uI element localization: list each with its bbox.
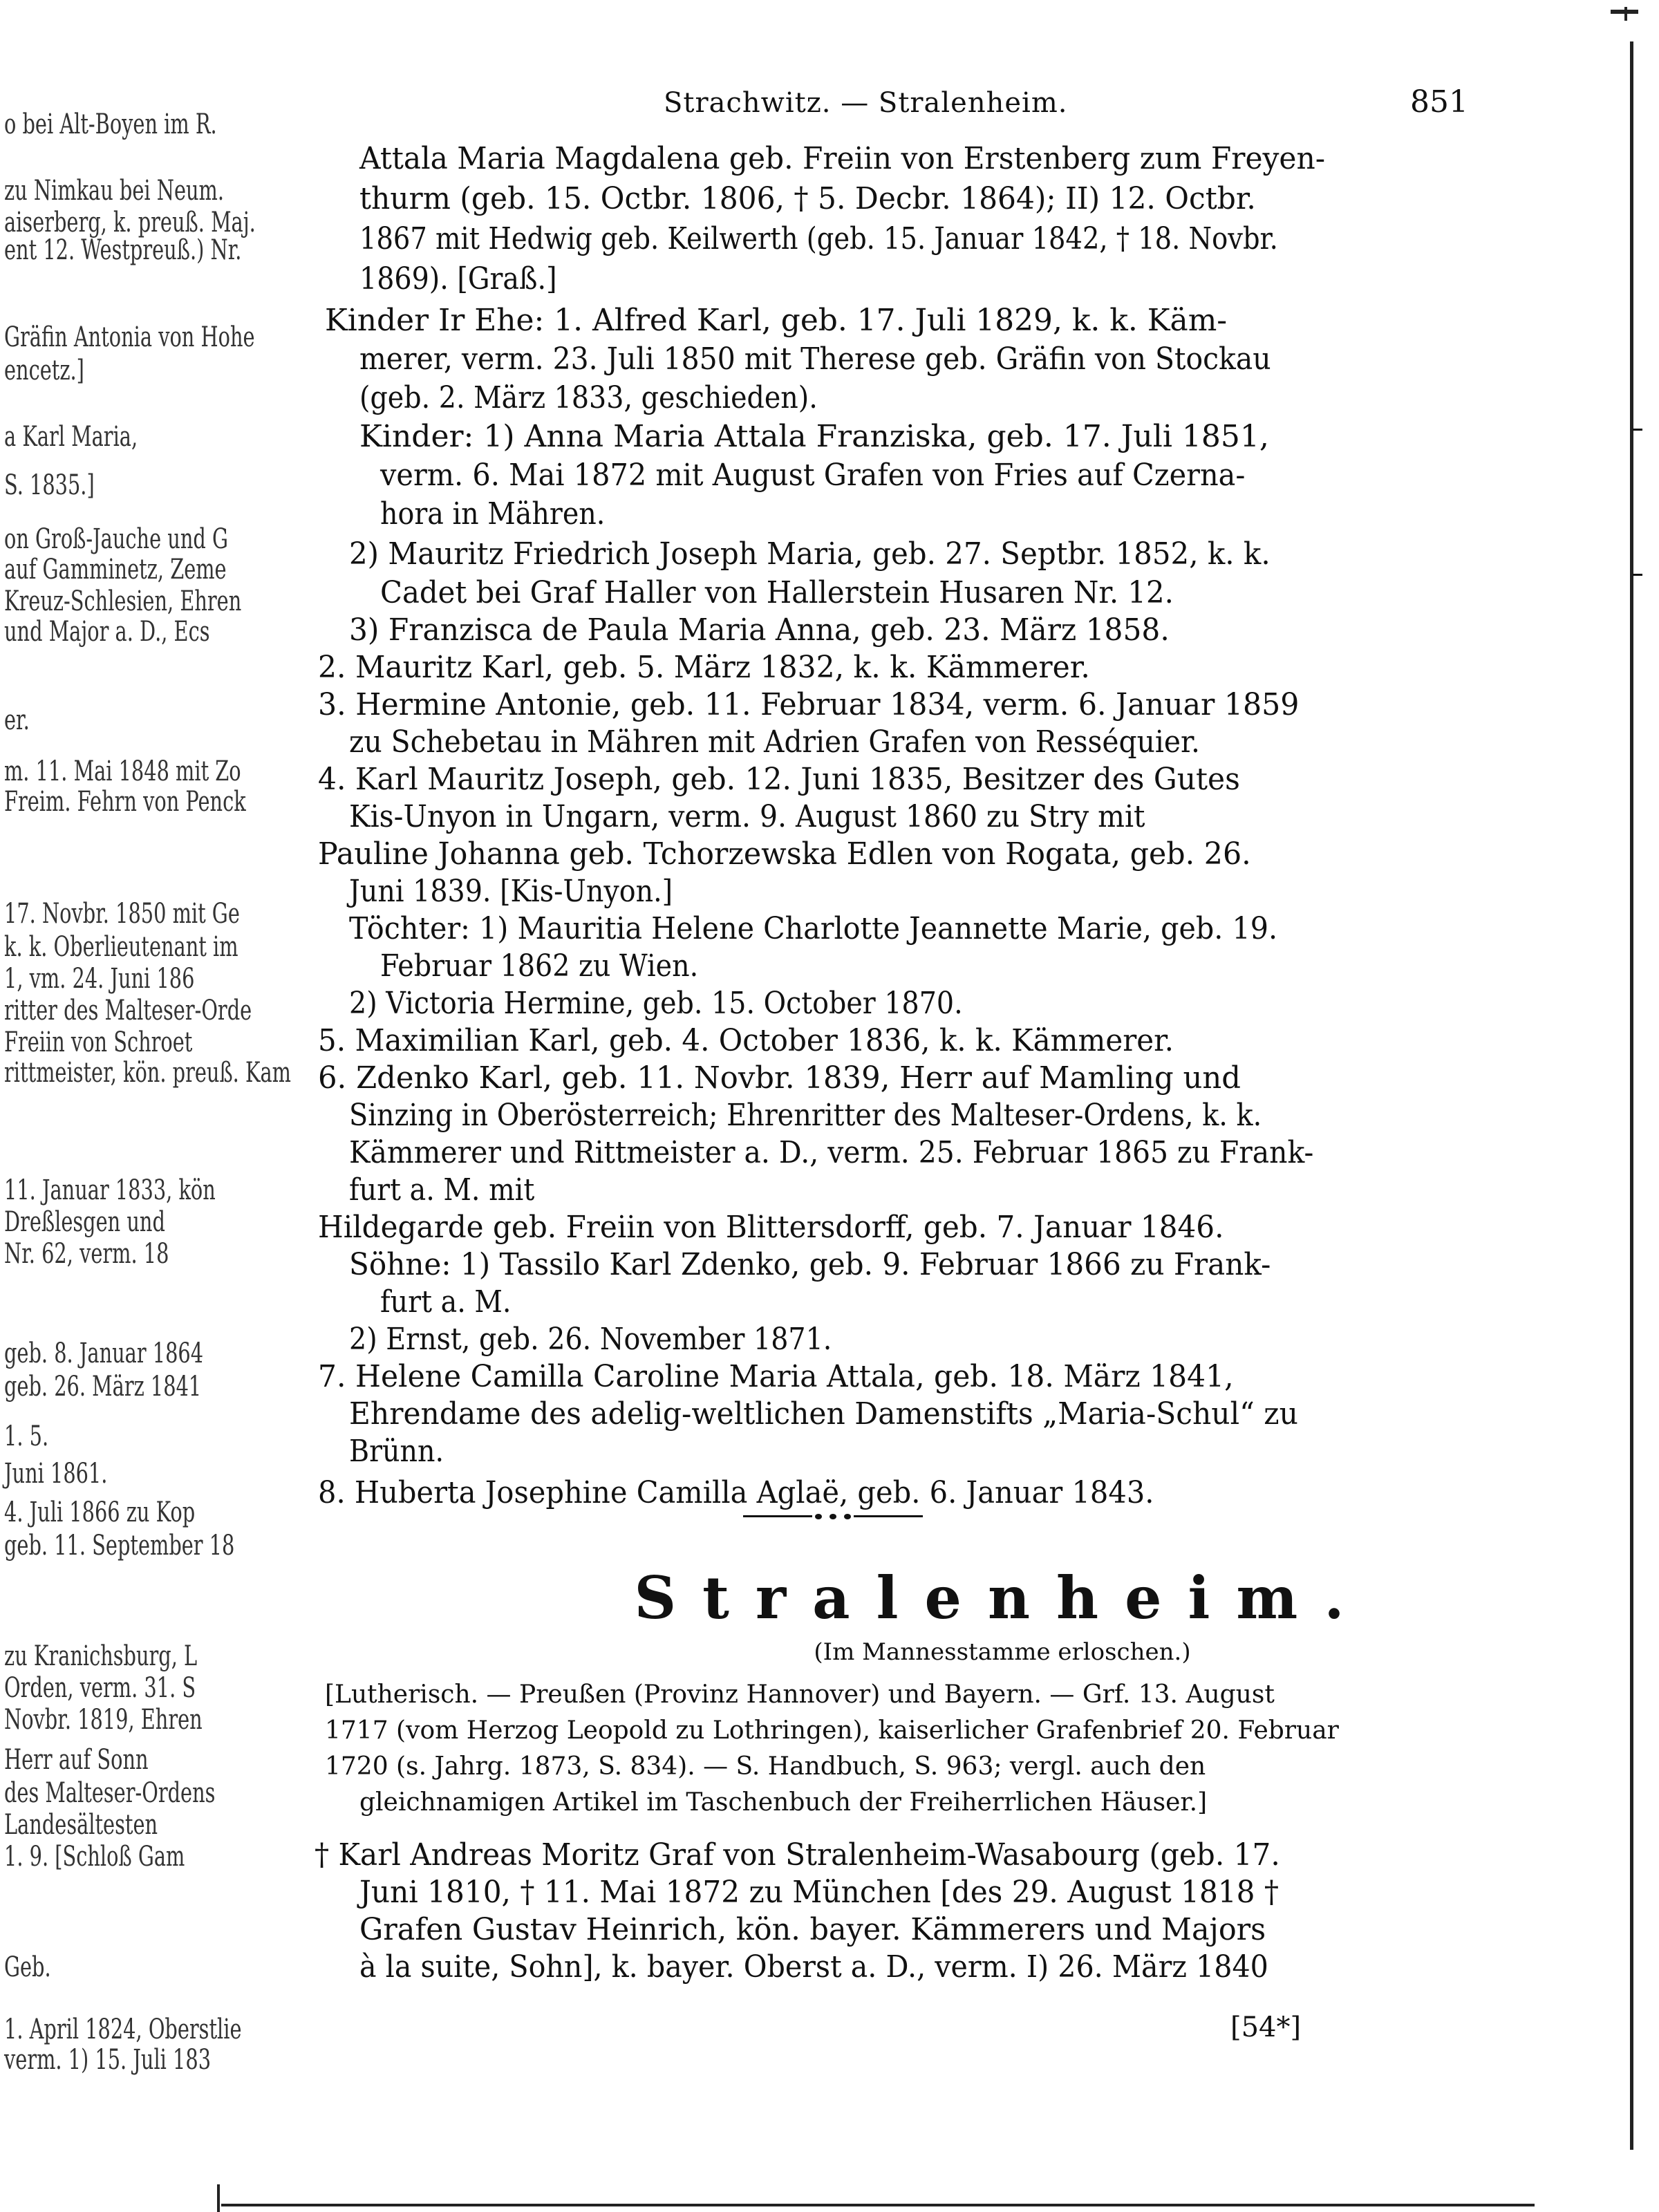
left-fragment: geb. 11. September 18: [4, 1530, 235, 1562]
separator-dot: [815, 1514, 822, 1519]
left-fragment: encetz.]: [4, 355, 84, 386]
left-fragment: und Major a. D., Ecs: [4, 616, 210, 648]
text-line: furt a. M.: [380, 1284, 512, 1320]
left-fragment: ritter des Malteser-Orde: [4, 995, 252, 1027]
text-line: 6. Zdenko Karl, geb. 11. Novbr. 1839, Herr auf Mamling und: [318, 1060, 1241, 1096]
left-fragment: geb. 26. März 1841: [4, 1371, 202, 1403]
text-line: † Karl Andreas Moritz Graf von Stralenheim-Wasabourg (geb. 17.: [315, 1837, 1280, 1873]
section-title: Stralenheim.: [634, 1564, 1371, 1632]
intro-line: 1717 (vom Herzog Leopold zu Lothringen), kaiserlicher Grafenbrief 20. Februar: [325, 1716, 1339, 1745]
text-line: Brünn.: [349, 1434, 444, 1469]
text-line: Februar 1862 zu Wien.: [380, 948, 699, 984]
intro-line: [Lutherisch. — Preußen (Provinz Hannover) und Bayern. — Grf. 13. August: [325, 1680, 1275, 1709]
text-line: Töchter: 1) Mauritia Helene Charlotte Jeannette Marie, geb. 19.: [349, 911, 1278, 946]
intro-line: gleichnamigen Artikel im Taschenbuch der Freiherrlichen Häuser.]: [359, 1788, 1208, 1817]
text-line: Kinder: 1) Anna Maria Attala Franziska, geb. 17. Juli 1851,: [359, 419, 1269, 454]
text-line: Hildegarde geb. Freiin von Blittersdorff, geb. 7. Januar 1846.: [318, 1210, 1224, 1245]
running-head: Strachwitz. — Stralenheim.: [664, 87, 1068, 119]
left-fragment: zu Nimkau bei Neum.: [4, 175, 225, 207]
text-line: à la suite, Sohn], k. bayer. Oberst a. D., verm. I) 26. März 1840: [359, 1949, 1268, 1985]
text-line: thurm (geb. 15. Octbr. 1806, † 5. Decbr. 1864); II) 12. Octbr.: [359, 181, 1256, 216]
text-line: 1869). [Graß.]: [359, 261, 557, 297]
text-line: zu Schebetau in Mähren mit Adrien Grafen von Resséquier.: [349, 724, 1200, 760]
text-line: 4. Karl Mauritz Joseph, geb. 12. Juni 1835, Besitzer des Gutes: [318, 762, 1240, 797]
page-edge-rule: [1630, 41, 1633, 2150]
page-edge-mark: [217, 2184, 220, 2212]
left-fragment: Gräfin Antonia von Hohe: [4, 321, 255, 353]
text-line: Juni 1810, † 11. Mai 1872 zu München [des 29. August 1818 †: [359, 1875, 1280, 1910]
text-line: Attala Maria Magdalena geb. Freiin von Erstenberg zum Freyen-: [359, 141, 1326, 176]
separator-bar: [743, 1515, 812, 1517]
text-line: Kinder Ir Ehe: 1. Alfred Karl, geb. 17. Juli 1829, k. k. Käm-: [325, 303, 1228, 338]
text-line: 3. Hermine Antonie, geb. 11. Februar 1834, verm. 6. Januar 1859: [318, 687, 1300, 722]
separator-bar: [854, 1515, 923, 1517]
page-number: 851: [1410, 84, 1468, 120]
text-line: Kämmerer und Rittmeister a. D., verm. 25. Februar 1865 zu Frank-: [349, 1135, 1314, 1170]
text-line: Cadet bei Graf Haller von Hallerstein Husaren Nr. 12.: [380, 575, 1174, 610]
left-fragment: Freiin von Schroet: [4, 1027, 193, 1058]
signature-mark: [54*]: [1230, 2012, 1302, 2043]
text-line: 2) Ernst, geb. 26. November 1871.: [349, 1322, 832, 1357]
left-fragment: Dreßlesgen und: [4, 1206, 165, 1238]
text-line: 5. Maximilian Karl, geb. 4. October 1836, k. k. Kämmerer.: [318, 1023, 1174, 1058]
left-fragment: Herr auf Sonn: [4, 1744, 149, 1776]
text-line: 1867 mit Hedwig geb. Keilwerth (geb. 15. Januar 1842, † 18. Novbr.: [359, 221, 1278, 256]
text-line: 7. Helene Camilla Caroline Maria Attala, geb. 18. März 1841,: [318, 1359, 1234, 1394]
separator-dot: [830, 1514, 836, 1519]
left-fragment: Orden, verm. 31. S: [4, 1672, 196, 1704]
intro-line: 1720 (s. Jahrg. 1873, S. 834). — S. Handbuch, S. 963; vergl. auch den: [325, 1752, 1206, 1781]
left-fragment: des Malteser-Ordens: [4, 1777, 216, 1809]
text-line: Kis-Unyon in Ungarn, verm. 9. August 1860 zu Stry mit: [349, 799, 1145, 834]
text-line: Sinzing in Oberösterreich; Ehrenritter des Malteser-Ordens, k. k.: [349, 1098, 1262, 1133]
text-line: Ehrendame des adelig-weltlichen Damenstifts „Maria-Schul“ zu: [349, 1396, 1298, 1432]
text-line: 2) Victoria Hermine, geb. 15. October 1870.: [349, 986, 963, 1021]
left-fragment: on Groß-Jauche und G: [4, 523, 228, 555]
text-line: (geb. 2. März 1833, geschieden).: [359, 380, 818, 415]
left-facing-page-strip: [0, 55, 291, 2157]
left-fragment: k. k. Oberlieutenant im: [4, 931, 238, 963]
text-line: furt a. M. mit: [349, 1172, 535, 1208]
text-line: hora in Mähren.: [380, 496, 606, 532]
text-line: merer, verm. 23. Juli 1850 mit Therese geb. Gräfin von Stockau: [359, 341, 1271, 377]
text-line: 2) Mauritz Friedrich Joseph Maria, geb. 27. Septbr. 1852, k. k.: [349, 536, 1271, 572]
text-line: Grafen Gustav Heinrich, kön. bayer. Kämmerers und Majors: [359, 1912, 1266, 1947]
left-fragment: 11. Januar 1833, kön: [4, 1174, 216, 1206]
left-fragment: Geb.: [4, 1951, 51, 1983]
page-bottom-rule: [221, 2204, 1535, 2206]
left-fragment: auf Gamminetz, Zeme: [4, 554, 227, 585]
left-fragment: 1, vm. 24. Juni 186: [4, 963, 195, 995]
left-fragment: 17. Novbr. 1850 mit Ge: [4, 898, 240, 930]
text-line: 3) Franzisca de Paula Maria Anna, geb. 23. März 1858.: [349, 612, 1170, 648]
section-subtitle: (Im Mannesstamme erloschen.): [814, 1638, 1191, 1666]
left-fragment: 4. Juli 1866 zu Kop: [4, 1497, 196, 1528]
page-edge-mark: [1624, 7, 1627, 21]
left-fragment: o bei Alt-Boyen im R.: [4, 109, 217, 140]
text-line: Juni 1839. [Kis-Unyon.]: [349, 874, 673, 909]
left-fragment: Landesältesten: [4, 1809, 158, 1841]
text-line: Söhne: 1) Tassilo Karl Zdenko, geb. 9. Februar 1866 zu Frank-: [349, 1247, 1271, 1282]
text-line: Pauline Johanna geb. Tchorzewska Edlen von Rogata, geb. 26.: [318, 836, 1251, 872]
left-fragment: Freim. Fehrn von Penck: [4, 786, 246, 818]
left-fragment: aiserberg, k. preuß. Maj.: [4, 207, 256, 238]
text-line: 8. Huberta Josephine Camilla Aglaë, geb. 6. Januar 1843.: [318, 1475, 1154, 1510]
separator-dot: [844, 1514, 851, 1519]
text-line: 2. Mauritz Karl, geb. 5. März 1832, k. k. Kämmerer.: [318, 650, 1090, 685]
left-fragment: geb. 8. Januar 1864: [4, 1338, 204, 1369]
ornamental-separator: [743, 1514, 923, 1518]
left-fragment: er.: [4, 704, 30, 736]
left-fragment: Nr. 62, verm. 18: [4, 1238, 169, 1270]
left-fragment: rittmeister, kön. preuß. Kam: [4, 1057, 291, 1089]
left-fragment: a Karl Maria,: [4, 421, 138, 453]
left-fragment: Novbr. 1819, Ehren: [4, 1704, 203, 1736]
left-fragment: 1. 9. [Schloß Gam: [4, 1841, 185, 1873]
left-fragment: Kreuz-Schlesien, Ehren: [4, 585, 242, 617]
left-fragment: 1. 5.: [4, 1421, 49, 1452]
left-fragment: ent 12. Westpreuß.) Nr.: [4, 234, 242, 266]
left-fragment: verm. 1) 15. Juli 183: [4, 2044, 212, 2076]
left-fragment: S. 1835.]: [4, 469, 95, 501]
left-fragment: 1. April 1824, Oberstlie: [4, 2014, 242, 2045]
text-line: verm. 6. Mai 1872 mit August Grafen von Fries auf Czerna-: [380, 458, 1246, 493]
left-fragment: zu Kranichsburg, L: [4, 1640, 198, 1672]
margin-tick: [1633, 429, 1642, 431]
margin-tick: [1633, 574, 1642, 576]
left-fragment: m. 11. Mai 1848 mit Zo: [4, 756, 241, 787]
left-fragment: Juni 1861.: [4, 1458, 108, 1490]
